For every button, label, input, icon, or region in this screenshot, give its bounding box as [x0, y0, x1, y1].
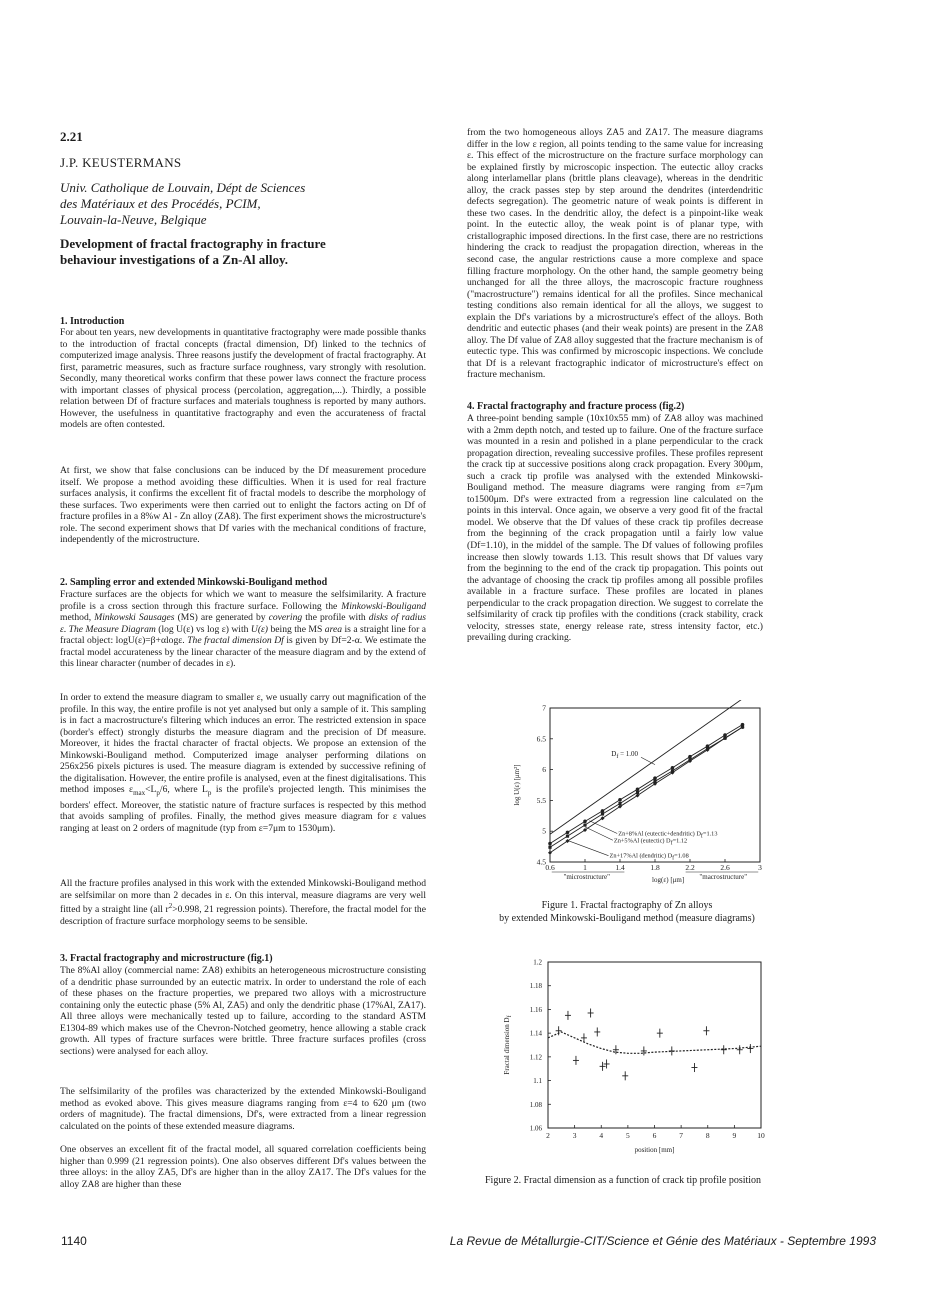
text-run: area [324, 623, 342, 635]
y-axis-label: log U(ε) [μm²] [513, 764, 521, 806]
y-tick-label: 1.06 [529, 1124, 542, 1133]
paragraph: At first, we show that false conclusions can be induced by the Df measurement procedure itself. We propose a method avoiding these difficulties. When it is used for real fracture surfaces analysis, it confirms the excellent fit of fractal models to describe the morphology of these surfaces. Two experiments were then carried out to enlight the factors acting on Df of fracture profiles in a 8%w Al - Zn alloy (ZA8). The first experiment shows the microstructure's role. The second experiment shows that Df varies with the mechanical conditions of fracture, independently of the microstructure. [60, 465, 426, 546]
x-annotation: "microstructure" [563, 873, 611, 881]
x-axis-label: position [mm] [634, 1146, 675, 1154]
x-tick-label: 1 [583, 863, 587, 872]
text-run: being the MS [268, 623, 325, 635]
text-run: covering [268, 612, 303, 624]
data-point [636, 788, 640, 792]
text-run: U(ε) [250, 623, 269, 635]
paragraph [60, 589, 426, 670]
text-run: In order to extend the measure diagram to smaller ε, we usually carry out magnification of the profile. In this way, the entire profile is not yet analysed but only a sample of it. This sampling is in fact a macrostructure's filtering which induces an error. The restricted extension in space (border's effect) strongly disturbs the measure diagram and the precision of Df measure. Moreover, it hides the fractal character of fractal objects. We propose an extension of the Minkowski-Bouligand method. Computerized image analyser performing dilations on 256x256 pixels pictures is used. The measure diagram is extended by successive refining of the digitalisation. However, the entire profile is analysed, even at the finest digitalisations. This method imposes ε [60, 692, 426, 796]
text-run: >0.998, 21 regression points). Therefore, the fractal model for the description of fracture surface morphology seems to be sensible. [60, 904, 426, 927]
superscript: 2 [168, 902, 173, 911]
y-tick-label: 6 [542, 765, 546, 775]
leader-line [585, 827, 613, 840]
article-title [60, 236, 326, 268]
y-tick-label: 1.18 [529, 982, 542, 991]
text-run: . [63, 623, 69, 635]
text-run: All the fracture profiles analysed in this work with the extended Minkowski-Bouligand method are selfsimilar on more than 2 decades in ε. On this interval, measure diagrams are very well fitted by a straight line (all r [60, 878, 426, 916]
leader-line [569, 841, 608, 856]
x-annotation: "macrostructure" [699, 873, 748, 881]
title-line: Development of fractal fractography in fracture [60, 236, 326, 251]
y-tick-label: 7 [542, 703, 546, 713]
figure-1-measure-diagram [505, 700, 780, 900]
journal-footer: La Revue de Métallurgie-CIT/Science et Génie des Matériaux - Septembre 1993 [449, 1234, 876, 1248]
text-run: The Measure Diagram [68, 623, 156, 635]
section-heading-introduction: 1. Introduction [60, 316, 125, 327]
x-tick-label: 7 [679, 1131, 683, 1140]
text-run: (log U(ε) vs log ε) with [155, 623, 251, 635]
data-point [566, 835, 569, 838]
x-tick-label: 1.8 [650, 863, 660, 872]
data-point [688, 755, 692, 759]
series-label: Zn+5%Al (eutectic) Df=1.12 [613, 837, 688, 847]
paragraph: For about ten years, new developments in quantitative fractography were made possible thanks to the introduction of fractal concepts (fractal dimension, Df) linked to the technics of computerized image analysis. Three reasons justify the development of fractal fractography. At first, parametric measures, such as fracture surface roughness, vary strongly with resolution. Secondly, many theoretical works confirm that these power laws connect the fracture process with important classes of physical process (percolation, aggregation,...). Thirdly, a possible relation between Df of fracture surfaces and materials toughness is reported by many authors. However, the usefulness in quantitative fractography and even the accurateness of fractal models are often contested. [60, 327, 426, 431]
text-run: is the profile's projected length. This minimises the borders' effect. Moreover, the statistic nature of fracture surfaces is respected by this method that avoids sampling of profiles. Finally, the method gives measure diagram for ε values ranging at least on 2 orders of magnitude (typ from ε=7μm to 1530μm). [60, 784, 426, 834]
x-tick-label: 0.6 [545, 863, 555, 872]
section-heading-fracture-process: 4. Fractal fractography and fracture process (fig.2) [467, 401, 685, 412]
x-tick-label: 2.2 [685, 863, 695, 872]
text-run: Fracture surfaces are the objects for which we want to measure the selfsimilarity. A fracture profile is a cross section through this fracture surface. Following the [60, 589, 426, 612]
text-run: the profile with [302, 612, 369, 624]
paragraph: from the two homogeneous alloys ZA5 and ZA17. The measure diagrams differ in the low ε region, all points tending to the same value for increasing ε. This effect of the microstructure on the fracture surface morphology can be explained firstly by microscopic inspection. The eutectic alloy cracks along interlamellar plans (brittle plans cleavage), whereas in the dendritic alloy, the crack passes step by step around the dendrites (interdendritic defects segregation). The geometric nature of weak points is different in these two cases. In the dendritic alloy, the defect is a pinpoint-like weak point. In the eutectic alloy, the weak point is of planar type, with cristallographic imposed directions. In the first case, there are no restrictions hindering the crack to readjust the propagation direction, whereas in the second case, the angular restrictions cause a more complexe and space filling fracture morphology. On the other hand, the sample geometry being unchanged for all the three alloys, the macroscopic fracture roughness ("macrostructure") remains identical for all the profiles. Since mechanical testing conditions also remain identical for all the alloys, we suggest to explain the Df's variations by a microstructure's effect of the alloys. Both dendritic and eutectic phases (and their weak points) are present in the ZA8 alloy. The Df value of ZA8 alloy suggested that the fracture mechanism is of eutectic type. This was confirmed by microscopic inspections. We conclude that Df is a relevant fractographic indicator of microstructure's effect on fracture mechanism. [467, 127, 763, 381]
x-tick-label: 9 [732, 1131, 737, 1140]
page-number: 1140 [61, 1234, 87, 1248]
caption-line: by extended Minkowski-Bouligand method (measure diagrams) [499, 912, 755, 924]
x-tick-label: 1.4 [615, 863, 625, 872]
x-tick-label: 6 [652, 1131, 657, 1140]
x-tick-label: 3 [572, 1131, 577, 1140]
data-point [601, 812, 604, 815]
affiliation [60, 180, 305, 228]
series-label: Zn+8%Al (eutectic+dendritic) Df=1.13 [618, 830, 718, 840]
y-tick-label: 4.5 [536, 857, 546, 867]
y-tick-label: 1.08 [529, 1100, 542, 1109]
x-tick-label: 10 [757, 1131, 765, 1140]
y-tick-label: 1.2 [533, 958, 542, 967]
series-line [550, 725, 743, 847]
caption-line: Figure 1. Fractal fractography of Zn alloys [541, 900, 713, 911]
paragraph: The 8%Al alloy (commercial name: ZA8) exhibits an heterogeneous microstructure consisting of a dendritic phase surrounded by an eutectic matrix. In order to understand the role of each of these phases on the fracture properties, we prepared two alloys with a microstructure containing only the eutectic phase (5% Al, ZA5) and only the dendritic phase (17%Al, ZA17). All three alloys were mechanically tested up to failure, according to the standard ASTM E1304-89 which makes use of the Chevron-Notched geometry, hence allowing a stable crack growth. All types of fracture surfaces were brittle. Three fracture surfaces profiles (cross sections) were analysed for each alloy. [60, 965, 426, 1057]
text-run: <L [145, 784, 157, 796]
x-tick-label: 3 [758, 863, 762, 872]
text-run: is given by Df=2-α. We estimate the fractal model accurateness by the linear character of the measure diagram and by the extend of this linear character (number of decades in ε). [60, 635, 426, 670]
series-line [550, 727, 743, 847]
data-point [548, 842, 552, 846]
figure-2-caption: Figure 2. Fractal dimension as a function of crack tip profile position [485, 1175, 762, 1186]
affiliation-line: Univ. Catholique de Louvain, Dépt de Sciences [60, 180, 306, 195]
y-tick-label: 1.14 [529, 1029, 542, 1038]
data-point [583, 820, 587, 824]
affiliation-line: Louvain-la-Neuve, Belgique [60, 212, 207, 227]
section-heading-sampling-error: 2. Sampling error and extended Minkowski-Bouligand method [60, 577, 328, 588]
leader-line [589, 821, 617, 834]
plot-frame [548, 962, 761, 1128]
data-point [601, 809, 605, 813]
x-tick-label: 4 [599, 1131, 604, 1140]
y-tick-label: 5 [542, 826, 546, 836]
article-number: 2.21 [60, 129, 83, 144]
reference-line-label: Df = 1.00 [611, 750, 639, 761]
figure-1-plot [513, 700, 762, 884]
y-tick-label: 5.5 [536, 795, 546, 805]
section-heading-microstructure: 3. Fractal fractography and microstructure (fig.1) [60, 953, 273, 964]
data-point [583, 823, 586, 826]
y-tick-label: 1.12 [529, 1053, 542, 1062]
y-tick-label: 6.5 [536, 734, 546, 744]
text-run: disks of radius ε [60, 612, 426, 635]
x-axis-label: log(ε) [μm] [652, 876, 685, 884]
paragraph [60, 878, 426, 927]
author-name: J.P. KEUSTERMANS [60, 155, 182, 170]
x-tick-label: 5 [626, 1131, 630, 1140]
text-run: (MS) are generated by [174, 612, 269, 624]
reference-line [550, 700, 743, 834]
figure-2-plot [503, 959, 765, 1155]
text-run: Minkowski Sausages [94, 612, 175, 624]
affiliation-line: des Matériaux et des Procédés, PCIM, [60, 196, 261, 211]
text-run: is a straight line for a fractal object: logU(ε)=β+αlogε. [60, 623, 427, 647]
paragraph: One observes an excellent fit of the fractal model, all squared correlation coefficients being higher than 0.999 (21 regression points). One also observes different Df's values between the three alloys: in the alloy ZA5, Df's are higher than in the alloy ZA17. The Df's values for the alloy ZA8 are higher than these [60, 1144, 426, 1190]
y-tick-label: 1.1 [533, 1077, 542, 1086]
paragraph: The selfsimilarity of the profiles was characterized by the extended Minkowski-Bouligand method as evoked above. This gives measure diagrams ranging from ε=4 to 620 μm (two orders of magnitude). The fractal dimensions, Df's, were extracted from a linear regression calculated on the points of these extended measure diagrams. [60, 1086, 426, 1132]
paragraph [60, 692, 426, 834]
trend-line [548, 1032, 761, 1053]
figure-1-caption [467, 900, 787, 925]
data-point [671, 766, 675, 770]
leader-line [641, 757, 655, 764]
x-tick-label: 2 [546, 1131, 550, 1140]
text-run: /6, where L [159, 784, 208, 796]
data-point [548, 846, 551, 849]
paragraph: A three-point bending sample (10x10x55 mm) of ZA8 alloy was machined with a 2mm depth notch, and tested up to failure. One of the fracture surface was mounted in a resin and polished in a plane perpendicular to the crack propagation direction, revealing successive profiles. These profiles represent the crack tip at successive positions along crack propagation. Every 300μm, such a crack tip profile was analysed with the extended Minkowski-Bouligand method. The measure diagrams were ranging from ε=7μm to1500μm. Df's were extracted from a regression line calculated on the points in this interval. Once again, we observe a very good fit of the fractal model. We observe that the Df values of these crack tip profiles decrease from the beginning of the crack propagation until a fairly low value (Df=1.10), in the middel of the sample. The Df values of following profiles increase then slowly towards 1.13. This result shows that Df values vary from the beginning to the end of the crack tip propagation. This points out the advantage of choosing the crack tip profiles among all possible profiles available in a fracture surface. These profiles are located in planes perpendicular to the crack propagation direction. We suggest to correlate the selfsimilarity of crack tip profiles with the conditions (crack stability, crack velocity, stresses state, energy release rate, stress intensity factor, etc.) prevailing during cracking. [467, 413, 763, 644]
subscript: max [133, 789, 146, 798]
subscript: p [156, 789, 160, 798]
text-run: The fractal dimension Df [187, 635, 284, 647]
data-point [566, 831, 570, 835]
data-point [618, 798, 622, 802]
y-axis-label: Fractal dimension Df [503, 1015, 513, 1075]
y-tick-label: 1.16 [529, 1005, 542, 1014]
text-run: Minkowski-Bouligand [341, 600, 426, 612]
text-run: method, [60, 612, 95, 624]
series-label: Zn+17%Al (dendritic) Df=1.08 [609, 852, 689, 862]
data-point [653, 776, 657, 780]
x-tick-label: 8 [705, 1131, 710, 1140]
subscript: p [207, 789, 212, 798]
x-tick-label: 2.6 [720, 863, 730, 872]
title-line: behaviour investigations of a Zn-Al alloy. [60, 252, 289, 267]
figure-2-fractal-dimension-plot [495, 956, 780, 1166]
